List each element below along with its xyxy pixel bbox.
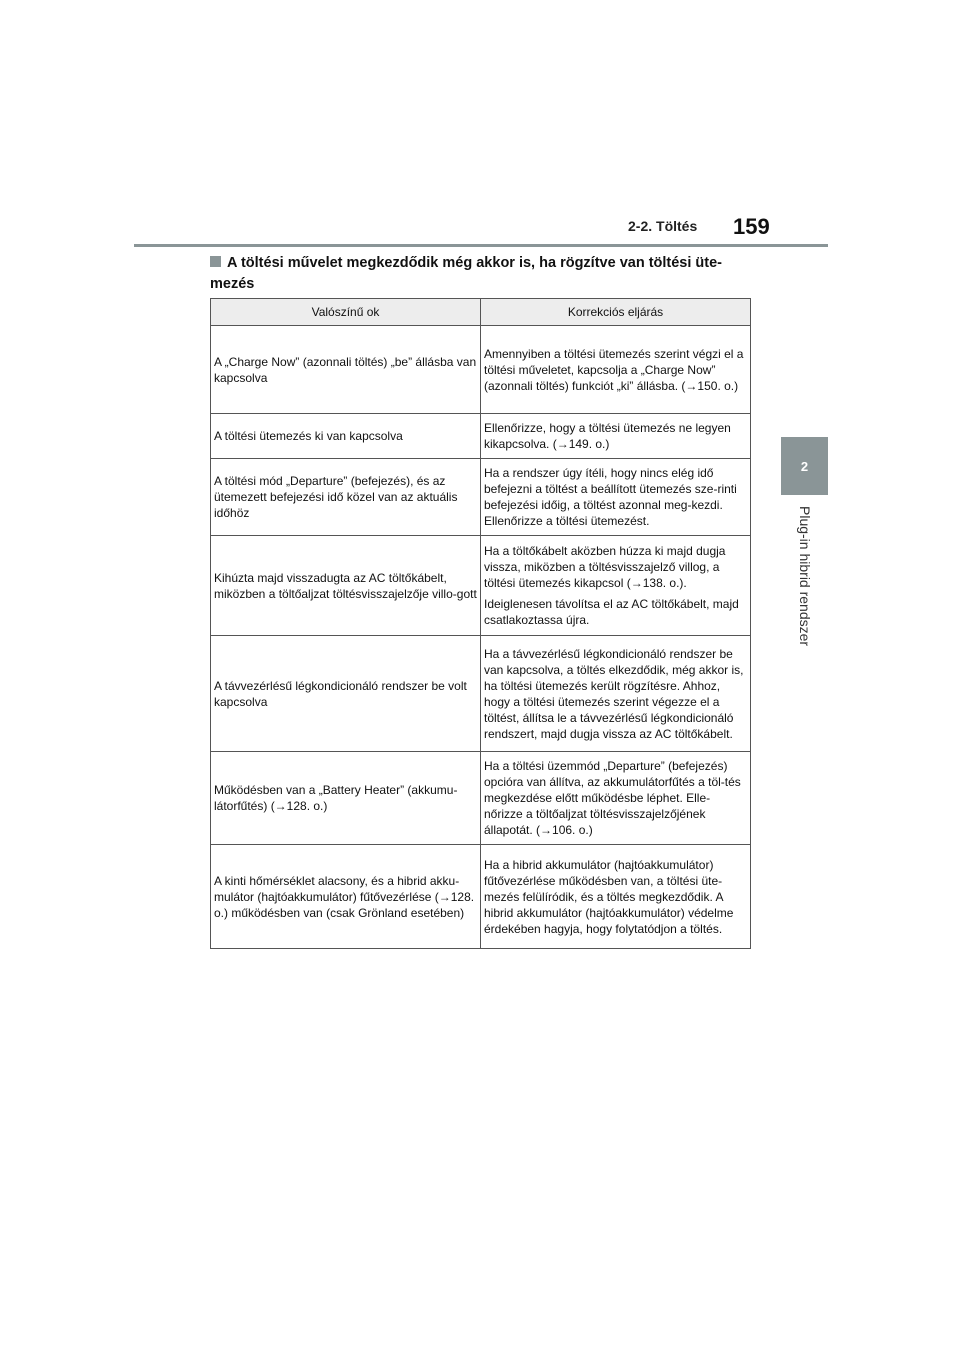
- fix-paragraph: Ha a rendszer úgy ítéli, hogy nincs elég idő befejezni a töltést a beállított ütemezés sze-rinti befejezési időig, a töltést azonnal meg-kezdi. Ellenőrizze a töltési ütemezést.: [484, 466, 737, 528]
- table-row: [211, 414, 751, 459]
- cause-cell: Működésben van a „Battery Heater” (akkumu-látorfűtés) (→128. o.): [211, 752, 481, 845]
- fix-paragraph: Ha a töltési üzemmód „Departure” (befejezés) opcióra van állítva, az akkumulátorfűtés a töl-tés megkezdése előtt működésbe léphet. Elle-nőrizze a töltőaljzat töltésvisszajelzőjének állapotát. (→106. o.): [484, 759, 741, 837]
- table-row: [211, 326, 751, 414]
- column-header-cause: Valószínű ok: [211, 299, 481, 326]
- table-row: [211, 636, 751, 752]
- chapter-tab: [781, 437, 828, 495]
- table-header-row: [211, 299, 751, 326]
- cause-cell: A távvezérlésű légkondicionáló rendszer be volt kapcsolva: [211, 636, 481, 752]
- cause-cell: A kinti hőmérséklet alacsony, és a hibrid akku-mulátor (hajtóakkumulátor) fűtővezérlése (→128. o.) működésben van (csak Grönland esetében): [211, 845, 481, 949]
- troubleshooting-table: [210, 298, 751, 949]
- fix-cell: [481, 536, 751, 636]
- fix-paragraph: Ha a töltőkábelt aközben húzza ki majd dugja vissza, miközben a töltésvisszajelző villog, a töltési ütemezés kikapcsol (→138. o.).: [484, 544, 726, 590]
- fix-cell: [481, 414, 751, 459]
- table-row: [211, 536, 751, 636]
- chapter-number: 2: [800, 458, 809, 474]
- table-row: [211, 845, 751, 949]
- table-body: [211, 326, 751, 949]
- column-header-fix: Korrekciós eljárás: [481, 299, 751, 326]
- chapter-label: [781, 506, 828, 686]
- fix-paragraph: Ha a távvezérlésű légkondicionáló rendszer be van kapcsolva, a töltés elkezdődik, még akkor is, ha töltési ütemezés került rögzítésre. Ahhoz, hogy a töltési ütemezés szerint végezze el a töltést, állítsa le a távvezérlésű légkondicionáló rendszert, majd dugja vissza az AC töltőkábelt.: [484, 646, 744, 741]
- fix-cell: [481, 752, 751, 845]
- fix-paragraph: Ideiglenesen távolítsa el az AC töltőkábelt, majd csatlakoztassa újra.: [484, 597, 739, 627]
- table-row: [211, 752, 751, 845]
- table-row: [211, 459, 751, 536]
- cause-cell: Kihúzta majd visszadugta az AC töltőkábelt, miközben a töltőaljzat töltésvisszajelzője villo-gott: [211, 536, 481, 636]
- section-heading-text: A töltési művelet megkezdődik még akkor is, ha rögzítve van töltési üte-mezés: [210, 255, 723, 292]
- square-bullet-icon: [210, 256, 221, 267]
- section-heading: [210, 253, 755, 295]
- fix-paragraph: Ellenőrizze, hogy a töltési ütemezés ne legyen kikapcsolva. (→149. o.): [484, 421, 731, 451]
- cause-cell: A töltési ütemezés ki van kapcsolva: [211, 414, 481, 459]
- fix-cell: [481, 459, 751, 536]
- page-number: 159: [733, 214, 770, 239]
- cause-cell: A töltési mód „Departure” (befejezés), és az ütemezett befejezési idő közel van az aktuális időhöz: [211, 459, 481, 536]
- fix-cell: [481, 326, 751, 414]
- fix-cell: [481, 845, 751, 949]
- fix-paragraph: Ha a hibrid akkumulátor (hajtóakkumulátor) fűtővezérlése működésben van, a töltési üte-mezés felülíródik, és a töltés megkezdődik. A hibrid akkumulátor (hajtóakkumulátor) védelme érdekében hagyja, hogy folytatódjon a töltés.: [484, 857, 734, 936]
- section-title: 2-2. Töltés: [628, 218, 698, 234]
- chapter-label-text: Plug-in hibrid rendszer: [796, 506, 813, 647]
- header-divider: [134, 244, 828, 247]
- cause-cell: A „Charge Now” (azonnali töltés) „be” állásba van kapcsolva: [211, 326, 481, 414]
- fix-cell: [481, 636, 751, 752]
- fix-paragraph: Amennyiben a töltési ütemezés szerint végzi el a töltési műveletet, kapcsolja a „Charge Now” (azonnali töltés) funkciót „ki” állásba. (→150. o.): [484, 346, 744, 393]
